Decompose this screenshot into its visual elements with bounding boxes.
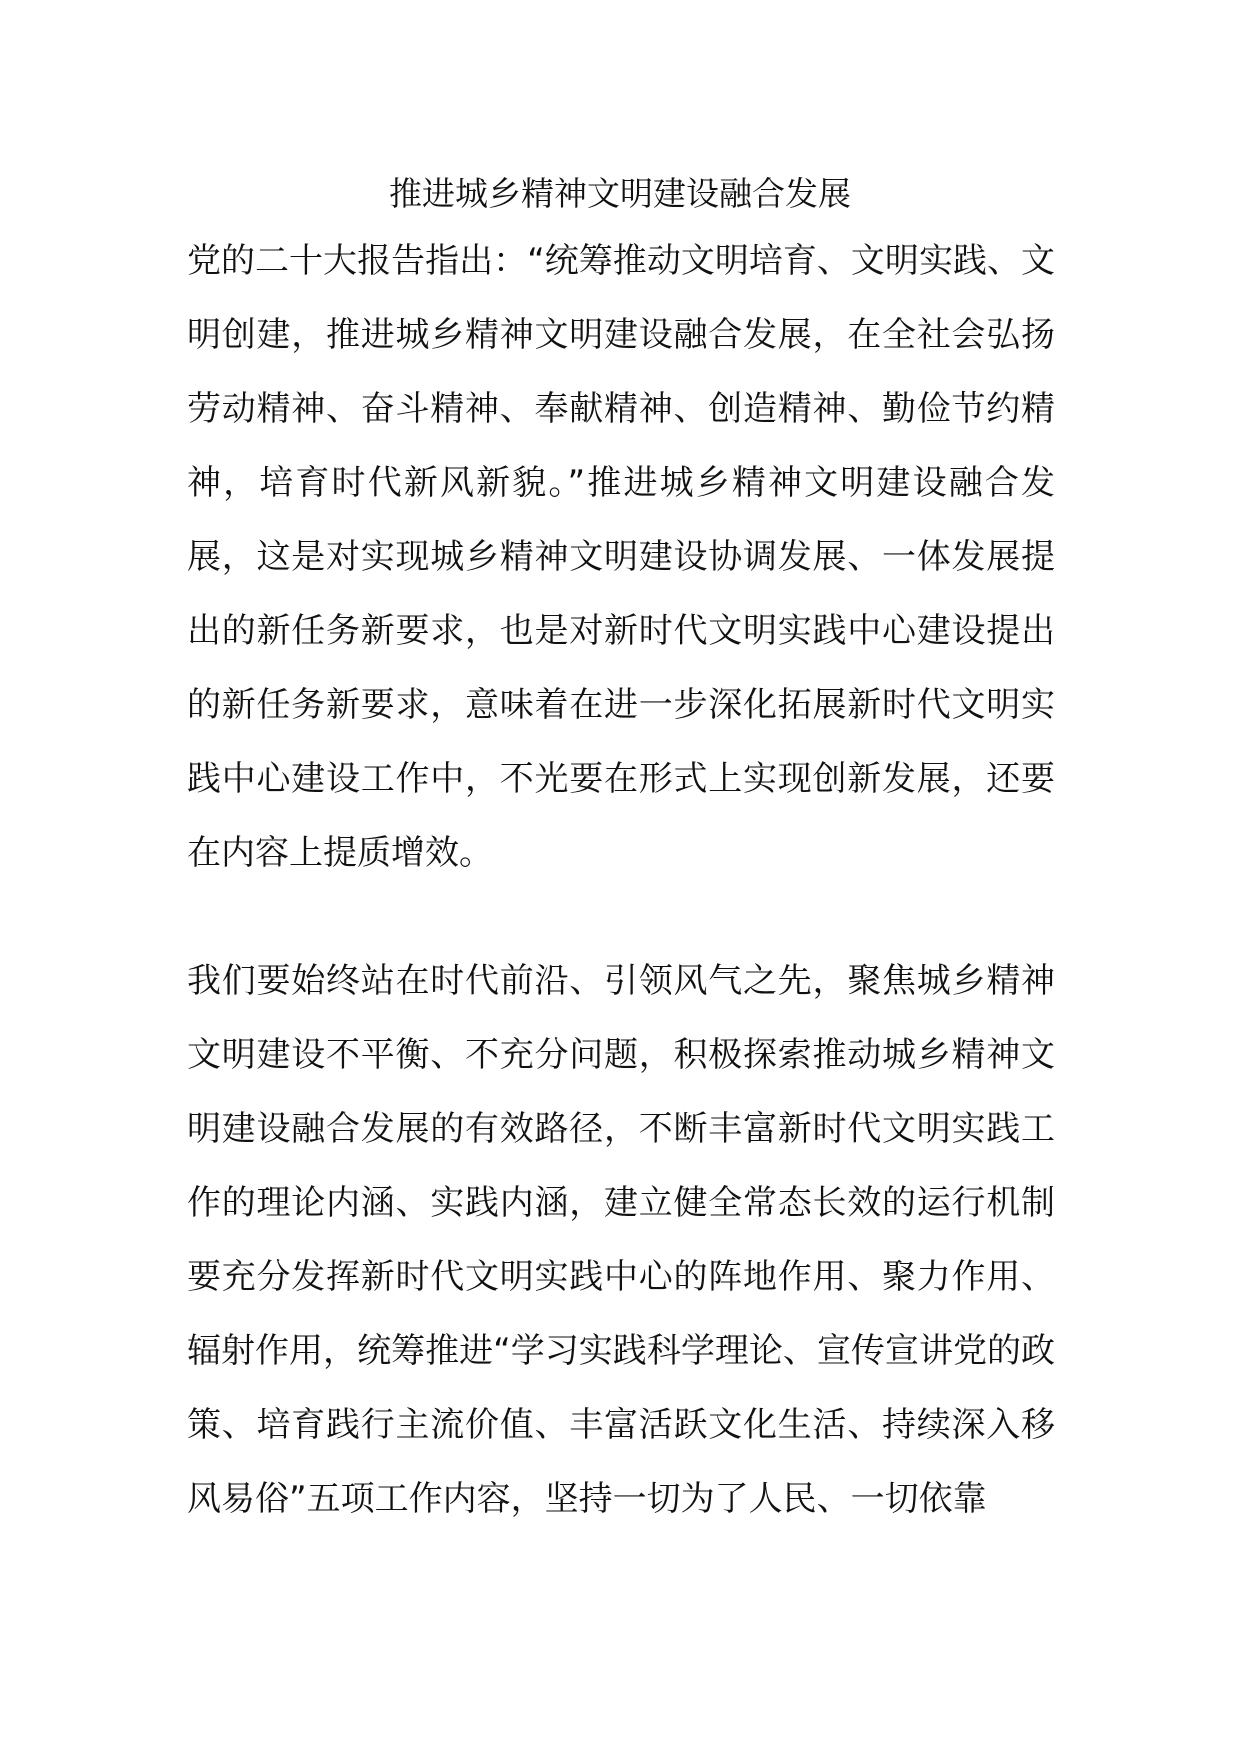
body-paragraph-1: 党的二十大报告指出：“统筹推动文明培育、文明实践、文明创建，推进城乡精神文明建设融合发展，在全社会弘扬劳动精神、奋斗精神、奉献精神、创造精神、勤俭节约精神，培育时代新风新貌。”推进城乡精神文明建设融合发展，这是对实现城乡精神文明建设协调发展、一体发展提出的新任务新要求，也是对新时代文明实践中心建设提出的新任务新要求，意味着在进一步深化拓展新时代文明实践中心建设工作中，不光要在形式上实现创新发展，还要在内容上提质增效。 (187, 241, 1055, 873)
body-paragraph-2: 我们要始终站在时代前沿、引领风气之先，聚焦城乡精神文明建设不平衡、不充分问题，积极探索推动城乡精神文明建设融合发展的有效路径，不断丰富新时代文明实践工作的理论内涵、实践内涵，建立健全常态长效的运行机制要充分发挥新时代文明实践中心的阵地作用、聚力作用、辐射作用，统筹推进“学习实践科学理论、宣传宣讲党的政策、培育践行主流价值、丰富活跃文化生活、持续深入移风易俗”五项工作内容，坚持一切为了人民、一切依靠 (187, 961, 1055, 1519)
document-title: 推进城乡精神文明建设融合发展 (389, 174, 851, 213)
